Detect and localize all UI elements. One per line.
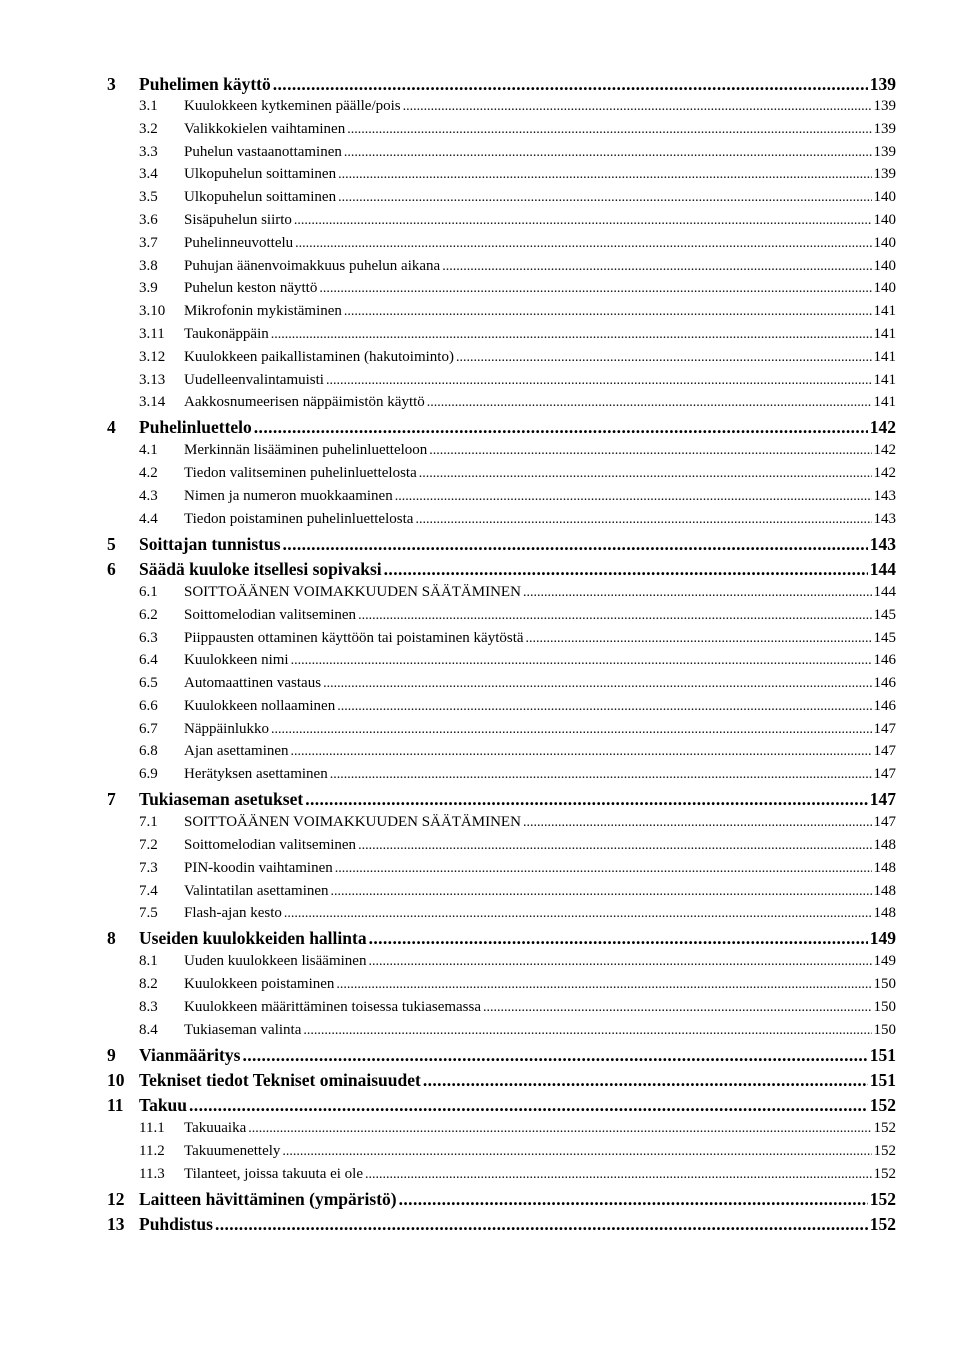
dot-leader xyxy=(189,1095,868,1116)
dot-leader xyxy=(358,608,871,624)
toc-chapter-entry[interactable] xyxy=(107,1095,896,1120)
toc-entry-page-number: 143 xyxy=(873,510,896,527)
dot-leader xyxy=(456,350,872,366)
toc-entry-title: Säädä kuuloke itsellesi sopivaksi xyxy=(139,558,382,579)
table-of-contents xyxy=(107,74,896,1239)
toc-entry-number: 7.3 xyxy=(139,859,158,876)
toc-section-entry[interactable] xyxy=(107,326,896,349)
toc-entry-page-number: 139 xyxy=(873,166,896,183)
toc-chapter-entry[interactable] xyxy=(107,789,896,814)
toc-entry-page-number: 147 xyxy=(873,814,896,831)
toc-entry-page-number: 140 xyxy=(873,211,896,228)
toc-section-entry[interactable] xyxy=(107,584,896,607)
toc-entry-number: 11.2 xyxy=(139,1142,165,1159)
toc-entry-number: 9 xyxy=(107,1044,116,1065)
toc-entry-title: Useiden kuulokkeiden hallinta xyxy=(139,928,367,949)
toc-entry-number: 3.1 xyxy=(139,98,158,114)
dot-leader xyxy=(423,1070,868,1091)
toc-entry-title: Taukonäppäin xyxy=(184,325,269,342)
toc-entry-number: 8.4 xyxy=(139,1021,158,1038)
dot-leader xyxy=(242,1045,867,1066)
dot-leader xyxy=(323,676,871,692)
toc-entry-number: 4.3 xyxy=(139,487,158,504)
toc-section-entry[interactable] xyxy=(107,121,896,144)
toc-entry-page-number: 152 xyxy=(869,1188,896,1209)
toc-entry-page-number: 151 xyxy=(869,1069,896,1090)
toc-entry-page-number: 140 xyxy=(873,189,896,206)
toc-section-entry[interactable] xyxy=(107,1143,896,1166)
toc-entry-title: Ajan asettaminen xyxy=(184,743,289,760)
toc-section-entry[interactable] xyxy=(107,465,896,488)
toc-section-entry[interactable] xyxy=(107,837,896,860)
toc-entry-number: 4.2 xyxy=(139,465,158,482)
dot-leader xyxy=(271,722,872,738)
toc-chapter-entry[interactable] xyxy=(107,1070,896,1095)
dot-leader xyxy=(305,789,868,810)
toc-entry-number: 6 xyxy=(107,558,116,579)
toc-entry-page-number: 146 xyxy=(873,652,896,669)
toc-entry-title: PIN-koodin vaihtaminen xyxy=(184,859,333,876)
dot-leader xyxy=(399,1189,868,1210)
toc-section-entry[interactable] xyxy=(107,235,896,258)
toc-section-entry[interactable] xyxy=(107,166,896,189)
toc-entry-number: 8.2 xyxy=(139,976,158,993)
toc-entry-page-number: 148 xyxy=(873,882,896,899)
dot-leader xyxy=(273,74,868,95)
toc-entry-page-number: 140 xyxy=(873,280,896,297)
toc-entry-number: 3.12 xyxy=(139,348,166,365)
dot-leader xyxy=(303,1023,871,1039)
toc-entry-title: Soittomelodian valitseminen xyxy=(184,837,357,854)
toc-entry-number: 8 xyxy=(107,928,116,949)
toc-entry-number: 5 xyxy=(107,533,116,554)
toc-section-entry[interactable] xyxy=(107,814,896,837)
toc-entry-page-number: 139 xyxy=(873,98,896,114)
toc-section-entry[interactable] xyxy=(107,212,896,235)
toc-entry-number: 7 xyxy=(107,789,116,810)
toc-section-entry[interactable] xyxy=(107,258,896,281)
dot-leader xyxy=(415,512,871,528)
toc-section-entry[interactable] xyxy=(107,349,896,372)
toc-entry-title: Uudelleenvalintamuisti xyxy=(184,371,324,388)
toc-entry-title: Aakkosnumeerisen näppäimistön käyttö xyxy=(184,394,425,411)
dot-leader xyxy=(338,190,871,206)
toc-entry-title: Ulkopuhelun soittaminen xyxy=(184,166,337,183)
toc-entry-number: 6.3 xyxy=(139,629,158,646)
toc-chapter-entry[interactable] xyxy=(107,928,896,953)
dot-leader xyxy=(419,466,872,482)
toc-entry-number: 3.9 xyxy=(139,280,158,297)
toc-entry-title: Puhdistus xyxy=(139,1213,213,1234)
dot-leader xyxy=(347,122,871,138)
dot-leader xyxy=(284,906,872,922)
toc-entry-number: 3.4 xyxy=(139,166,158,183)
toc-entry-title: Flash-ajan kesto xyxy=(184,905,282,922)
toc-entry-number: 3.8 xyxy=(139,257,158,274)
dot-leader xyxy=(319,281,871,297)
toc-entry-page-number: 143 xyxy=(869,533,896,554)
toc-section-entry[interactable] xyxy=(107,511,896,534)
toc-chapter-entry[interactable] xyxy=(107,1189,896,1214)
dot-leader xyxy=(254,417,868,438)
toc-entry-number: 4.1 xyxy=(139,442,158,459)
toc-entry-title: Automaattinen vastaus xyxy=(184,675,322,692)
toc-entry-page-number: 144 xyxy=(873,583,896,600)
toc-section-entry[interactable] xyxy=(107,442,896,465)
toc-entry-number: 13 xyxy=(107,1213,125,1234)
toc-entry-number: 6.4 xyxy=(139,652,158,669)
dot-leader xyxy=(483,1000,871,1016)
toc-entry-page-number: 148 xyxy=(873,905,896,922)
toc-section-entry[interactable] xyxy=(107,1022,896,1045)
toc-entry-title: Uuden kuulokkeen lisääminen xyxy=(184,953,367,970)
toc-entry-number: 3.11 xyxy=(139,325,165,342)
toc-entry-number: 6.1 xyxy=(139,583,158,600)
toc-entry-title: Laitteen hävittäminen (ympäristö) xyxy=(139,1188,397,1209)
toc-entry-number: 7.1 xyxy=(139,814,158,831)
toc-section-entry[interactable] xyxy=(107,953,896,976)
toc-entry-page-number: 150 xyxy=(873,1021,896,1038)
toc-entry-page-number: 139 xyxy=(869,74,896,94)
toc-entry-number: 3.6 xyxy=(139,211,158,228)
toc-entry-page-number: 141 xyxy=(873,394,896,411)
dot-leader xyxy=(442,259,871,275)
toc-section-entry[interactable] xyxy=(107,144,896,167)
toc-entry-page-number: 150 xyxy=(873,999,896,1016)
toc-section-entry[interactable] xyxy=(107,652,896,675)
toc-entry-title: Tukiaseman asetukset xyxy=(139,789,304,810)
toc-entry-page-number: 145 xyxy=(873,606,896,623)
toc-entry-title: Tiedon valitseminen puhelinluettelosta xyxy=(184,465,417,482)
dot-leader xyxy=(294,213,872,229)
toc-section-entry[interactable] xyxy=(107,488,896,511)
dot-leader xyxy=(368,954,871,970)
toc-section-entry[interactable] xyxy=(107,721,896,744)
dot-leader xyxy=(283,534,868,555)
toc-entry-page-number: 142 xyxy=(869,417,896,438)
dot-leader xyxy=(523,815,872,831)
toc-entry-page-number: 149 xyxy=(869,928,896,949)
toc-entry-title: Kuulokkeen poistaminen xyxy=(184,976,335,993)
toc-entry-page-number: 150 xyxy=(873,976,896,993)
toc-entry-title: Ulkopuhelun soittaminen xyxy=(184,189,337,206)
toc-entry-number: 6.6 xyxy=(139,697,158,714)
toc-entry-number: 11.1 xyxy=(139,1120,165,1137)
toc-section-entry[interactable] xyxy=(107,999,896,1022)
toc-section-entry[interactable] xyxy=(107,1120,896,1143)
toc-entry-title: Kuulokkeen nollaaminen xyxy=(184,697,336,714)
toc-entry-page-number: 152 xyxy=(873,1120,896,1137)
toc-entry-page-number: 141 xyxy=(873,371,896,388)
toc-entry-page-number: 148 xyxy=(873,859,896,876)
toc-entry-title: Sisäpuhelun siirto xyxy=(184,211,292,228)
toc-entry-number: 7.2 xyxy=(139,837,158,854)
dot-leader xyxy=(358,838,871,854)
toc-entry-number: 10 xyxy=(107,1069,125,1090)
toc-entry-title: Tiedon poistaminen puhelinluettelosta xyxy=(184,510,414,527)
dot-leader xyxy=(271,327,872,343)
toc-entry-number: 12 xyxy=(107,1188,125,1209)
dot-leader xyxy=(215,1214,868,1235)
toc-entry-number: 4.4 xyxy=(139,510,158,527)
dot-leader xyxy=(338,167,871,183)
dot-leader xyxy=(369,928,868,949)
toc-chapter-entry[interactable] xyxy=(107,1214,896,1239)
toc-entry-title: SOITTOÄÄNEN VOIMAKKUUDEN SÄÄTÄMINEN xyxy=(184,814,521,831)
toc-entry-title: Takuu xyxy=(139,1095,188,1115)
toc-entry-page-number: 142 xyxy=(873,442,896,459)
toc-entry-number: 3.2 xyxy=(139,120,158,137)
toc-section-entry[interactable] xyxy=(107,189,896,212)
toc-entry-title: Kuulokkeen määrittäminen toisessa tukiasemassa xyxy=(184,999,482,1016)
dot-leader xyxy=(282,1144,871,1160)
toc-entry-page-number: 141 xyxy=(873,348,896,365)
toc-entry-page-number: 152 xyxy=(873,1165,896,1182)
toc-entry-title: Kuulokkeen nimi xyxy=(184,652,289,669)
dot-leader xyxy=(326,373,872,389)
toc-entry-title: Vianmääritys xyxy=(139,1044,241,1065)
toc-entry-page-number: 152 xyxy=(873,1142,896,1159)
toc-section-entry[interactable] xyxy=(107,675,896,698)
dot-leader xyxy=(395,489,872,505)
toc-entry-page-number: 147 xyxy=(869,789,896,810)
dot-leader xyxy=(331,884,872,900)
dot-leader xyxy=(384,559,868,580)
toc-entry-number: 6.7 xyxy=(139,720,158,737)
toc-entry-page-number: 144 xyxy=(869,558,896,579)
toc-entry-number: 3 xyxy=(107,74,116,94)
toc-section-entry[interactable] xyxy=(107,698,896,721)
dot-leader xyxy=(335,861,872,877)
toc-section-entry[interactable] xyxy=(107,976,896,999)
toc-section-entry[interactable] xyxy=(107,372,896,395)
toc-entry-number: 3.3 xyxy=(139,143,158,160)
toc-entry-title: Valikkokielen vaihtaminen xyxy=(184,120,346,137)
toc-entry-number: 11.3 xyxy=(139,1165,165,1182)
toc-entry-page-number: 141 xyxy=(873,325,896,342)
toc-entry-number: 7.4 xyxy=(139,882,158,899)
toc-entry-page-number: 140 xyxy=(873,257,896,274)
toc-entry-number: 11 xyxy=(107,1095,124,1115)
toc-entry-page-number: 148 xyxy=(873,837,896,854)
toc-entry-title: Kuulokkeen paikallistaminen (hakutoiminto) xyxy=(184,348,454,365)
toc-entry-title: Puhelimen käyttö xyxy=(139,74,271,94)
toc-entry-number: 6.9 xyxy=(139,766,158,783)
toc-entry-number: 8.3 xyxy=(139,999,158,1016)
toc-entry-title: Tilanteet, joissa takuuta ei ole xyxy=(184,1165,363,1182)
toc-entry-title: Piippausten ottaminen käyttöön tai poistaminen käytöstä xyxy=(184,629,524,646)
toc-entry-title: Puhelun keston näyttö xyxy=(184,280,318,297)
toc-entry-page-number: 147 xyxy=(873,720,896,737)
toc-entry-title: Tekniset tiedot Tekniset ominaisuudet xyxy=(139,1069,421,1090)
toc-entry-number: 4 xyxy=(107,417,116,438)
toc-entry-number: 6.2 xyxy=(139,606,158,623)
toc-entry-title: Soittomelodian valitseminen xyxy=(184,606,357,623)
toc-entry-title: Puhelinluettelo xyxy=(139,417,252,438)
toc-entry-title: Tukiaseman valinta xyxy=(184,1021,302,1038)
toc-entry-title: Kuulokkeen kytkeminen päälle/pois xyxy=(184,98,401,114)
toc-entry-title: Puhujan äänenvoimakkuus puhelun aikana xyxy=(184,257,441,274)
toc-entry-page-number: 143 xyxy=(873,487,896,504)
toc-section-entry[interactable] xyxy=(107,1166,896,1189)
dot-leader xyxy=(291,653,872,669)
toc-chapter-entry[interactable] xyxy=(107,534,896,559)
toc-entry-page-number: 151 xyxy=(869,1044,896,1065)
toc-entry-number: 6.8 xyxy=(139,743,158,760)
dot-leader xyxy=(337,699,871,715)
toc-entry-number: 3.10 xyxy=(139,303,166,320)
toc-entry-number: 3.13 xyxy=(139,371,166,388)
toc-entry-page-number: 152 xyxy=(869,1213,896,1234)
toc-entry-page-number: 145 xyxy=(873,629,896,646)
toc-entry-title: Nimen ja numeron muokkaaminen xyxy=(184,487,393,504)
toc-chapter-entry[interactable] xyxy=(107,1045,896,1070)
toc-section-entry[interactable] xyxy=(107,905,896,928)
toc-entry-page-number: 149 xyxy=(873,953,896,970)
toc-section-entry[interactable] xyxy=(107,394,896,417)
dot-leader xyxy=(344,145,872,161)
toc-entry-page-number: 142 xyxy=(873,465,896,482)
toc-entry-title: Valintatilan asettaminen xyxy=(184,882,329,899)
toc-section-entry[interactable] xyxy=(107,280,896,303)
toc-entry-page-number: 141 xyxy=(873,303,896,320)
toc-section-entry[interactable] xyxy=(107,630,896,653)
toc-entry-number: 3.5 xyxy=(139,189,158,206)
toc-chapter-entry[interactable] xyxy=(107,74,896,98)
toc-entry-title: Näppäinlukko xyxy=(184,720,269,737)
toc-entry-title: SOITTOÄÄNEN VOIMAKKUUDEN SÄÄTÄMINEN xyxy=(184,583,521,600)
toc-entry-page-number: 147 xyxy=(873,743,896,760)
dot-leader xyxy=(429,443,871,459)
toc-entry-title: Herätyksen asettaminen xyxy=(184,766,328,783)
toc-section-entry[interactable] xyxy=(107,303,896,326)
toc-entry-page-number: 146 xyxy=(873,675,896,692)
toc-entry-title: Puhelun vastaanottaminen xyxy=(184,143,342,160)
dot-leader xyxy=(365,1167,872,1183)
toc-entry-title: Soittajan tunnistus xyxy=(139,533,281,554)
dot-leader xyxy=(336,977,871,993)
toc-section-entry[interactable] xyxy=(107,860,896,883)
toc-section-entry[interactable] xyxy=(107,98,896,121)
toc-section-entry[interactable] xyxy=(107,607,896,630)
toc-entry-title: Takuumenettely xyxy=(184,1142,281,1159)
toc-section-entry[interactable] xyxy=(107,766,896,789)
toc-entry-title: Puhelinneuvottelu xyxy=(184,234,294,251)
dot-leader xyxy=(427,395,872,411)
toc-entry-page-number: 140 xyxy=(873,234,896,251)
dot-leader xyxy=(523,585,872,601)
toc-entry-page-number: 146 xyxy=(873,697,896,714)
toc-entry-title: Takuuaika xyxy=(184,1120,247,1137)
dot-leader xyxy=(295,236,871,252)
toc-entry-number: 7.5 xyxy=(139,905,158,922)
toc-entry-number: 3.7 xyxy=(139,234,158,251)
dot-leader xyxy=(291,744,872,760)
dot-leader xyxy=(344,304,872,320)
toc-chapter-entry[interactable] xyxy=(107,417,896,442)
toc-entry-page-number: 152 xyxy=(869,1095,896,1115)
toc-chapter-entry[interactable] xyxy=(107,559,896,584)
toc-section-entry[interactable] xyxy=(107,883,896,906)
dot-leader xyxy=(403,99,872,115)
dot-leader xyxy=(526,631,872,647)
toc-section-entry[interactable] xyxy=(107,743,896,766)
toc-entry-title: Mikrofonin mykistäminen xyxy=(184,303,342,320)
dot-leader xyxy=(330,767,872,783)
toc-entry-page-number: 139 xyxy=(873,143,896,160)
dot-leader xyxy=(248,1121,871,1137)
toc-entry-title: Merkinnän lisääminen puhelinluetteloon xyxy=(184,442,428,459)
toc-entry-number: 6.5 xyxy=(139,675,158,692)
toc-entry-page-number: 147 xyxy=(873,766,896,783)
toc-entry-number: 8.1 xyxy=(139,953,158,970)
toc-entry-number: 3.14 xyxy=(139,394,166,411)
toc-entry-page-number: 139 xyxy=(873,120,896,137)
